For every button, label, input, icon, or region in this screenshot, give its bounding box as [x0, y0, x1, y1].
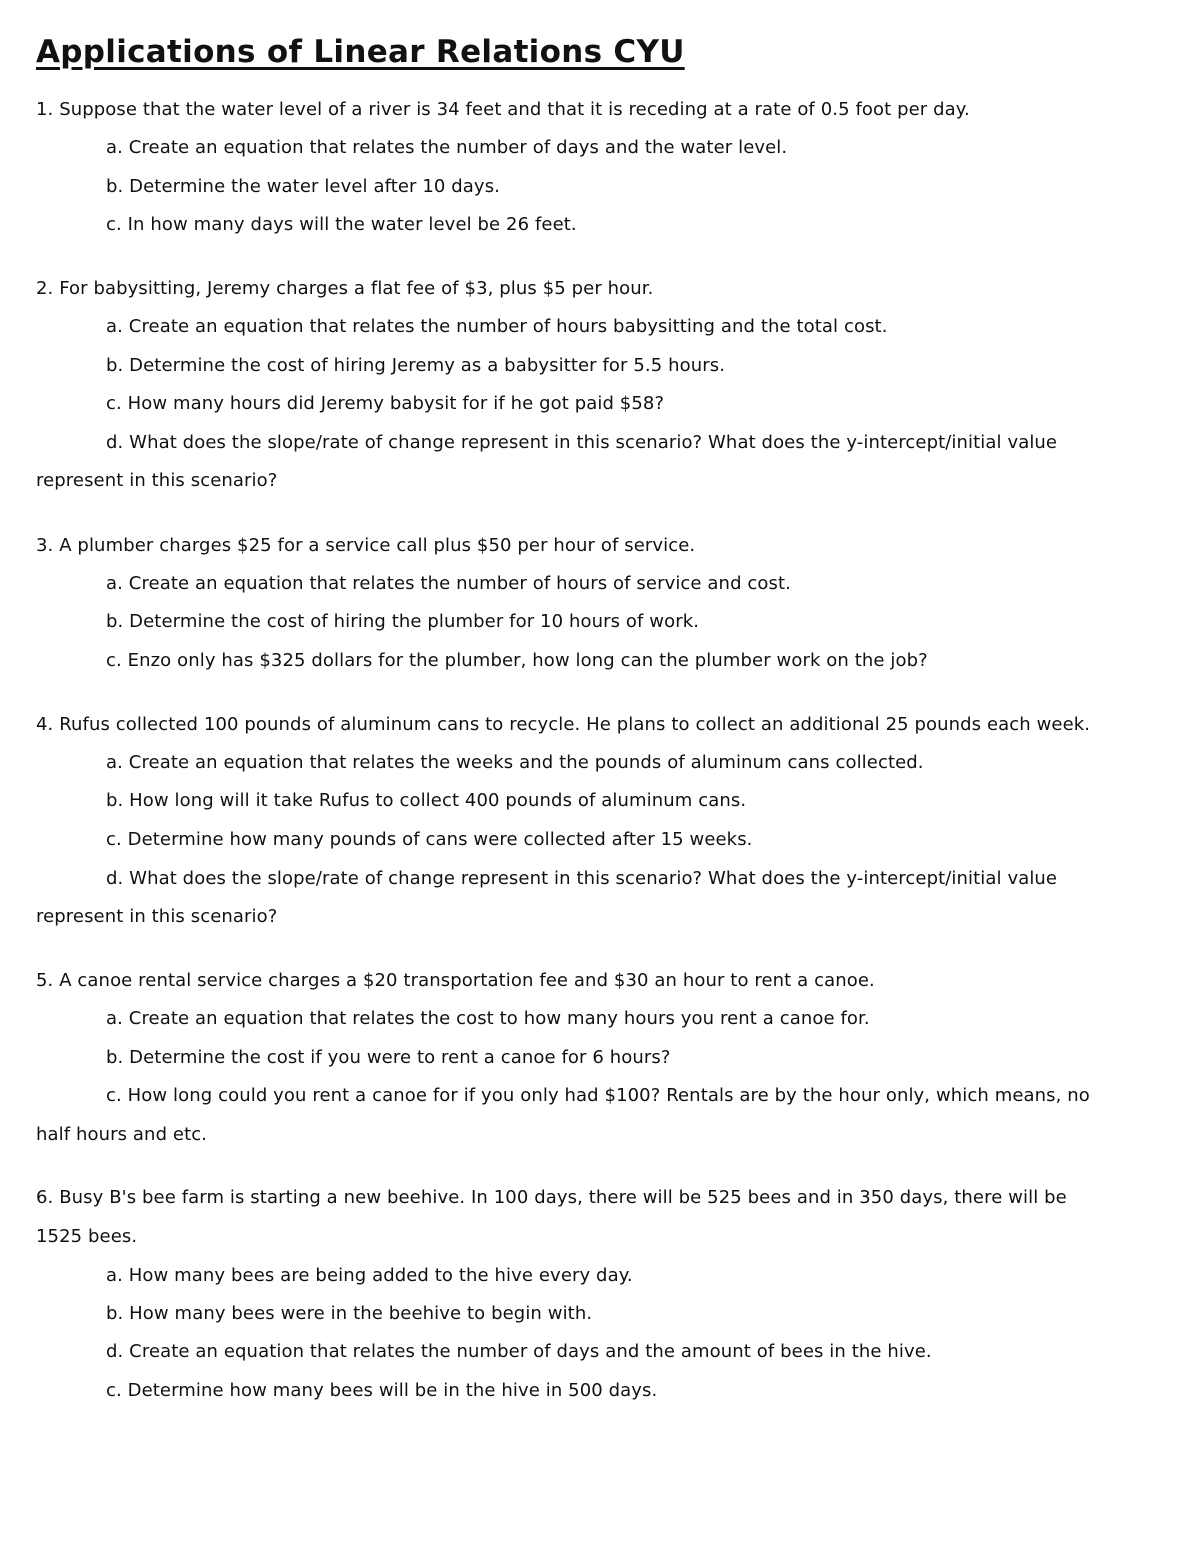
question-1-part-a: a. Create an equation that relates the number of days and the water level.	[106, 137, 788, 158]
question-3-part-c: c. Enzo only has $325 dollars for the plumber, how long can the plumber work on the job?	[106, 650, 928, 671]
question-2-part-d-continued: represent in this scenario?	[36, 470, 278, 491]
question-2-part-c: c. How many hours did Jeremy babysit for if he got paid $58?	[106, 393, 665, 414]
question-1-stem: 1. Suppose that the water level of a river is 34 feet and that it is receding at a rate of 0.5 foot per day.	[36, 99, 970, 120]
question-5-stem: 5. A canoe rental service charges a $20 transportation fee and $30 an hour to rent a canoe.	[36, 970, 875, 991]
question-2-part-b: b. Determine the cost of hiring Jeremy as a babysitter for 5.5 hours.	[106, 355, 726, 376]
question-1-part-b: b. Determine the water level after 10 days.	[106, 176, 500, 197]
question-2-stem: 2. For babysitting, Jeremy charges a flat fee of $3, plus $5 per hour.	[36, 278, 654, 299]
question-6-part-c: c. Determine how many bees will be in the hive in 500 days.	[106, 1380, 658, 1401]
question-5-part-c-continued: half hours and etc.	[36, 1124, 208, 1145]
question-4-stem: 4. Rufus collected 100 pounds of aluminum cans to recycle. He plans to collect an additional 25 pounds each week.	[36, 714, 1091, 735]
question-5-part-c: c. How long could you rent a canoe for if you only had $100? Rentals are by the hour only, which means, no	[106, 1085, 1090, 1106]
question-4-part-d: d. What does the slope/rate of change represent in this scenario? What does the y-intercept/initial value	[106, 868, 1058, 889]
question-6-stem: 6. Busy B's bee farm is starting a new beehive. In 100 days, there will be 525 bees and in 350 days, there will be	[36, 1187, 1067, 1208]
question-2-part-d: d. What does the slope/rate of change represent in this scenario? What does the y-intercept/initial value	[106, 432, 1058, 453]
question-4-part-a: a. Create an equation that relates the weeks and the pounds of aluminum cans collected.	[106, 752, 924, 773]
question-6-part-b: b. How many bees were in the beehive to begin with.	[106, 1303, 593, 1324]
question-2-part-a: a. Create an equation that relates the number of hours babysitting and the total cost.	[106, 316, 888, 337]
page-title: Applications of Linear Relations CYU	[36, 34, 685, 70]
question-5-part-a: a. Create an equation that relates the cost to how many hours you rent a canoe for.	[106, 1008, 870, 1029]
question-6-stem-continued: 1525 bees.	[36, 1226, 138, 1247]
question-6-part-a: a. How many bees are being added to the hive every day.	[106, 1265, 633, 1286]
question-4-part-d-continued: represent in this scenario?	[36, 906, 278, 927]
question-1-part-c: c. In how many days will the water level be 26 feet.	[106, 214, 577, 235]
question-4-part-c: c. Determine how many pounds of cans were collected after 15 weeks.	[106, 829, 753, 850]
question-5-part-b: b. Determine the cost if you were to rent a canoe for 6 hours?	[106, 1047, 671, 1068]
question-6-part-d: d. Create an equation that relates the number of days and the amount of bees in the hive.	[106, 1341, 932, 1362]
question-4-part-b: b. How long will it take Rufus to collect 400 pounds of aluminum cans.	[106, 790, 747, 811]
question-3-stem: 3. A plumber charges $25 for a service call plus $50 per hour of service.	[36, 535, 696, 556]
question-3-part-b: b. Determine the cost of hiring the plumber for 10 hours of work.	[106, 611, 700, 632]
question-3-part-a: a. Create an equation that relates the number of hours of service and cost.	[106, 573, 791, 594]
